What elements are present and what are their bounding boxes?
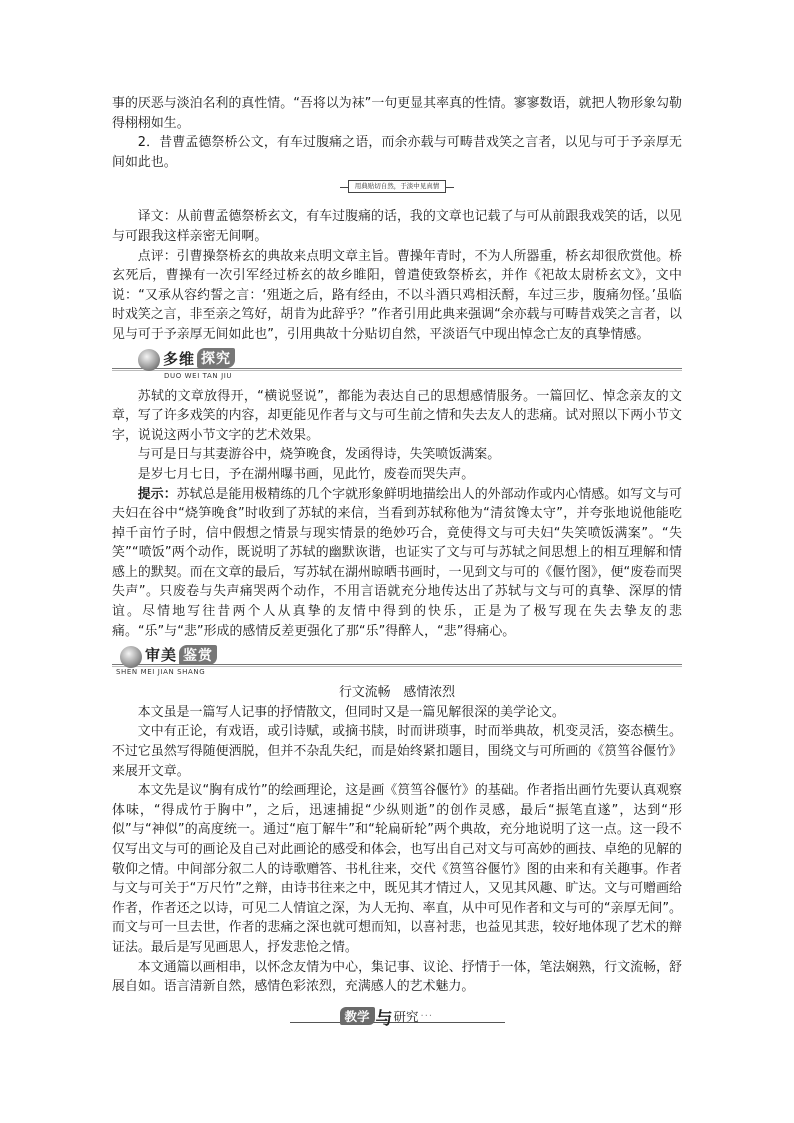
appreciation-paragraph-2: 文中有正论，有戏语，或引诗赋，或摘书牍，时而讲琐事，时而举典故，机变灵活，姿态横生。不过它虽然写得随便洒脱，但并不杂乱失纪，而是始终紧扣题目，围绕文与可所画的《筼筜谷偃竹》来展开文章。 [112,724,682,779]
paragraph-2: 2．昔曹孟德祭桥公文，有车过腹痛之语，而余亦载与可畴昔戏笑之言者，以见与可于予亲厚无间如此也。 [112,135,682,170]
appreciation-paragraph-3: 本文先是议“胸有成竹”的绘画理论，这是画《筼筜谷偃竹》的基础。作者指出画竹先要认真观察体味，“得成竹于胸中”，之后，迅速捕捉“少纵则逝”的创作灵感，最后“振笔直遂”，达到“形似”与“神似”的高度统一。通过“庖丁解牛”和“轮扁斫轮”两个典故，充分地说明了这一点。这一段不仅写出文与可的画论及自己对此画论的感受和体会，也写出自己对文与可高妙的画技、卓绝的见解的敬仰之情。中间部分叙二人的诗歌赠答、书札往来，交代《筼筜谷偃竹》图的由来和有关趣事。作者与文与可关于“万尺竹”之辩，由诗书往来之中，既见其才情过人，又见其风趣、旷达。文与可赠画给作者，作者还之以诗，可见二人情谊之深，为人无拘、率直，从中可见作者和文与可的“亲厚无间”。而文与可一旦去世，作者的悲痛之深也就可想而知，以喜衬悲，也益见其悲，较好地体现了艺术的辩证法。最后是写见画思人，抒发悲怆之情。 [112,783,682,955]
appreciation-paragraph-1: 本文虽是一篇写人记事的抒情散文，但同时又是一篇见解很深的美学论文。 [137,704,565,720]
footer-banner [290,1003,505,1029]
section-header-appreciation [112,645,682,677]
section-header-explore [112,349,682,380]
paragraph-1: 事的厌恶与淡泊名利的真性情。“吾将以为袜”一句更显其率真的性情。寥寥数语，就把人物形象勾勒得栩栩如生。 [112,96,682,131]
hint-label: 提示： [137,486,177,502]
hint-text: 苏轼总是能用极精练的几个字就形象鲜明地描绘出人的外部动作或内心情感。如写文与可夫妇在谷中“烧笋晚食”时收到了苏轼的来信，当看到苏轼称他为“清贫馋太守”，并夸张地说他能吃掉千亩竹子时，信中假想之情景与现实情景的绝妙巧合，竟使得文与可夫妇“失笑喷饭满案”。“失笑”“喷饭”两个动作，既说明了苏轼的幽默诙谐，也证实了文与可与苏轼之间思想上的相互理解和情感上的默契。而在文章的最后，写苏轼在湖州晾晒书画时，一见到文与可的《偃竹图》，便“废卷而哭失声”。只废卷与失声痛哭两个动作，不用言语就充分地传达出了苏轼与文与可的真挚、深厚的情谊。尽情地写往昔两个人从真挚的友情中得到的快乐，正是为了极写现在失去挚友的悲痛。“乐”与“悲”形成的感情反差更强化了那“乐”得醉人，“悲”得痛心。 [112,486,682,639]
footer-part-a: 教学 [340,1007,375,1025]
annotation-banner-text: 用典贴切自然，于淡中见真情 [348,180,447,193]
section-pinyin: DUO WEI TAN JIU [164,371,233,380]
section-subtitle: 行文流畅 感情浓烈 [338,685,455,701]
footer-part-b: 与 [375,1008,393,1029]
annotation-banner [112,180,682,193]
section-title-part-b: 探究 [197,348,235,368]
commentary-paragraph: 点评：引曹操祭桥玄的典故来点明文章主旨。曹操年青时，不为人所器重，桥玄却很欣赏他。桥玄死后，曹操有一次引军经过桥玄的故乡睢阳，曾遣使致祭桥玄，并作《祀故太尉桥玄文》，文中说：“又承从容约誓之言：‘殂逝之后，路有经由，不以斗酒只鸡相沃酹，车过三步，腹痛勿怪。’虽临时戏笑之言，非至亲之笃好，胡肯为此辞乎？”作者引用此典来强调“余亦载与可畴昔戏笑之言者，以见与可于予亲厚无间如此也”，引用典故十分贴切自然，平淡语气中现出悼念亡友的真挚情感。 [112,248,682,342]
section-title-part-a: 审美 [145,646,178,665]
document-page [112,94,682,1029]
landscape-icon [120,646,142,668]
hint-paragraph [112,485,682,642]
section-pinyin: SHEN MEI JIAN SHANG [116,668,206,677]
section-title-part-a: 多维 [163,349,196,368]
footer-part-c: 研究 [393,1009,419,1025]
quote-2: 是岁七月七日，予在湖州曝书画，见此竹，废卷而哭失声。 [137,466,475,482]
appreciation-paragraph-4: 本文通篇以画相串，以怀念友情为中心，集记事、议论、抒情于一体，笔法娴熟，行文流畅，舒展自如。语言清新自然，感情色彩浓烈，充满感人的艺术魅力。 [112,959,682,995]
explore-question: 苏轼的文章放得开，“横说竖说”，都能为表达自己的思想感情服务。一篇回忆、悼念亲友的文章，写了许多戏笑的内容，却更能见作者与文与可生前之情和失去友人的悲痛。试对照以下两小节文字，说说这两小节文字的艺术效果。 [112,388,682,443]
translation-paragraph: 译文：从前曹孟德祭桥玄文，有车过腹痛的话，我的文章也记载了与可从前跟我戏笑的话，以见与可跟我这样亲密无间啊。 [112,209,682,244]
globe-icon [138,349,160,371]
footer-dots: ··· [420,1010,434,1022]
quote-1: 与可是日与其妻游谷中，烧笋晚食，发函得诗，失笑喷饭满案。 [137,447,501,463]
section-title-part-b: 鉴赏 [179,645,217,665]
